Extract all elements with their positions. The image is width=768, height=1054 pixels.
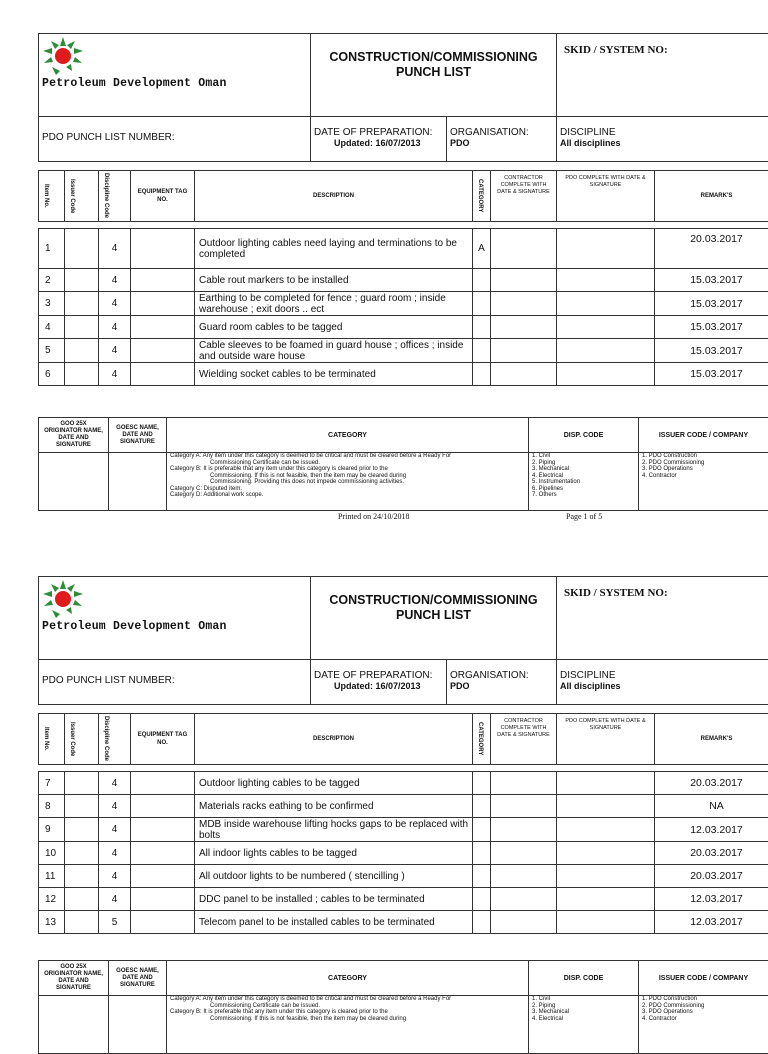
- col-pdo-complete: PDO COMPLETE WITH DATE & SIGNATURE: [560, 718, 651, 732]
- cell-description: Guard room cables to be tagged: [195, 316, 473, 339]
- cell-pdo-complete: [557, 339, 655, 363]
- pdo-logo-icon: [42, 580, 84, 620]
- title-cell: [311, 577, 557, 660]
- cat-b-line-3: Commissioning. Providing this does not impede commissioning activities.: [170, 479, 525, 486]
- issuer-code-item: 2. PDO Commissioning: [642, 460, 765, 467]
- footer-issuer-head: ISSUER CODE / COMPANY: [639, 961, 768, 996]
- cell-remarks: 12.03.2017: [655, 888, 768, 911]
- footer-issuer-head: ISSUER CODE / COMPANY: [639, 418, 768, 453]
- footer-originator: GOO 25X ORIGINATOR NAME, DATE AND SIGNATURE: [42, 421, 105, 449]
- cell-issuer-code: [65, 795, 99, 818]
- cell-pdo-complete: [557, 865, 655, 888]
- col-item-no: Item No.: [42, 184, 49, 208]
- col-issuer-code: Issuer Code: [68, 179, 75, 213]
- cell-contractor-complete: [491, 772, 557, 795]
- organisation-value: PDO: [450, 681, 553, 691]
- cell-discipline-code: 4: [99, 292, 131, 316]
- company-name: Petroleum Development Oman: [42, 77, 227, 90]
- cell-pdo-complete: [557, 795, 655, 818]
- footer-category-head: CATEGORY: [167, 418, 529, 453]
- column-header-table: [38, 170, 768, 222]
- cell-category: [473, 888, 491, 911]
- cell-item-no: 8: [39, 795, 65, 818]
- cell-description: Cable sleeves to be foamed in guard house ; offices ; inside and outside ware house: [195, 339, 473, 363]
- cell-discipline-code: 4: [99, 818, 131, 842]
- cell-item-no: 3: [39, 292, 65, 316]
- punch-list-number-cell: [39, 117, 311, 162]
- disp-code-item: 4. Electrical: [532, 473, 635, 480]
- disp-code-item: 1. Civil: [532, 453, 635, 460]
- pdo-logo-icon: [42, 37, 84, 77]
- cell-issuer-code: [65, 316, 99, 339]
- cell-issuer-code: [65, 911, 99, 934]
- col-item-no: Item No.: [42, 727, 49, 751]
- cell-pdo-complete: [557, 818, 655, 842]
- cell-description: Materials racks eathing to be confirmed: [195, 795, 473, 818]
- cell-pdo-complete: [557, 911, 655, 934]
- cell-item-no: 7: [39, 772, 65, 795]
- cell-pdo-complete: [557, 316, 655, 339]
- cell-equipment-tag: [131, 772, 195, 795]
- column-header-table-2: [38, 713, 768, 765]
- title-line-2: PUNCH LIST: [314, 608, 553, 623]
- cell-remarks: 20.03.2017: [655, 842, 768, 865]
- table-row: [39, 842, 768, 865]
- cat-b-line-2: Commissioning. If this is not feasible, then the item may be cleared during: [170, 1016, 525, 1023]
- discipline-label: DISCIPLINE: [560, 670, 768, 681]
- cell-remarks: 15.03.2017: [655, 292, 768, 316]
- cell-pdo-complete: [557, 363, 655, 386]
- cell-contractor-complete: [491, 865, 557, 888]
- col-category: CATEGORY: [476, 179, 483, 212]
- cell-pdo-complete: [557, 772, 655, 795]
- cell-item-no: 2: [39, 269, 65, 292]
- cell-contractor-complete: [491, 316, 557, 339]
- cell-contractor-complete: [491, 229, 557, 269]
- col-discipline-code: Discipline Code: [102, 716, 109, 761]
- footer-disp-head: DISP. CODE: [529, 961, 639, 996]
- cell-discipline-code: 4: [99, 888, 131, 911]
- page-2: [0, 543, 768, 1024]
- cell-issuer-code: [65, 339, 99, 363]
- cell-item-no: 4: [39, 316, 65, 339]
- table-row: [39, 865, 768, 888]
- cell-equipment-tag: [131, 842, 195, 865]
- cell-discipline-code: 4: [99, 269, 131, 292]
- cell-issuer-code: [65, 363, 99, 386]
- issuer-code-item: 3. PDO Operations: [642, 1009, 765, 1016]
- cell-item-no: 10: [39, 842, 65, 865]
- col-remarks: REMARK'S: [658, 192, 768, 200]
- cell-item-no: 12: [39, 888, 65, 911]
- cell-equipment-tag: [131, 911, 195, 934]
- cell-contractor-complete: [491, 888, 557, 911]
- cell-discipline-code: 4: [99, 363, 131, 386]
- disp-code-item: 1. Civil: [532, 996, 635, 1003]
- cell-pdo-complete: [557, 269, 655, 292]
- footer-category-head: CATEGORY: [167, 961, 529, 996]
- punch-list-number-label: PDO PUNCH LIST NUMBER:: [42, 132, 175, 143]
- cell-issuer-code: [65, 292, 99, 316]
- issuer-code-item: 2. PDO Commissioning: [642, 1003, 765, 1010]
- cell-discipline-code: 5: [99, 911, 131, 934]
- cell-item-no: 13: [39, 911, 65, 934]
- footer-issuer-codes: [639, 996, 768, 1054]
- cell-category: [473, 316, 491, 339]
- cell-issuer-code: [65, 229, 99, 269]
- cat-a-line-1: Category A: Any item under this category is deemed to be critical and must be cleared before a Ready For: [170, 453, 525, 460]
- col-discipline-code: Discipline Code: [102, 173, 109, 218]
- cell-pdo-complete: [557, 888, 655, 911]
- cell-description: All indoor lights cables to be tagged: [195, 842, 473, 865]
- table-row: [39, 772, 768, 795]
- col-issuer-code: Issuer Code: [68, 722, 75, 756]
- cell-item-no: 5: [39, 339, 65, 363]
- cell-issuer-code: [65, 865, 99, 888]
- cell-item-no: 11: [39, 865, 65, 888]
- cell-issuer-code: [65, 888, 99, 911]
- col-contractor-complete: CONTRACTOR COMPLETE WITH DATE & SIGNATURE: [494, 175, 553, 196]
- cell-description: DDC panel to be installed ; cables to be terminated: [195, 888, 473, 911]
- header-info-table: [38, 116, 768, 162]
- issuer-code-item: 4. Contractor: [642, 473, 765, 480]
- col-remarks: REMARK'S: [658, 735, 768, 743]
- discipline-cell: [557, 117, 768, 162]
- issuer-code-item: 4. Contractor: [642, 1016, 765, 1023]
- organisation-cell: [447, 660, 557, 705]
- footer-disp-codes: [529, 996, 639, 1054]
- footer-goesc: GOESC NAME, DATE AND SIGNATURE: [112, 968, 163, 989]
- cell-category: [473, 818, 491, 842]
- cell-equipment-tag: [131, 316, 195, 339]
- table-row: [39, 316, 768, 339]
- cell-description: All outdoor lights to be numbered ( stencilling ): [195, 865, 473, 888]
- cat-b-line-1: Category B: It is preferable that any item under this category is cleared prior to the: [170, 1009, 525, 1016]
- cell-category: [473, 842, 491, 865]
- col-equipment-tag: EQUIPMENT TAG NO.: [134, 188, 191, 204]
- discipline-value: All disciplines: [560, 138, 768, 148]
- company-name: Petroleum Development Oman: [42, 620, 227, 633]
- cell-discipline-code: 4: [99, 339, 131, 363]
- printed-on: Printed on 24/10/2018: [338, 512, 410, 521]
- cat-b-line-2: Commissioning. If this is not feasible, then the item may be cleared during: [170, 473, 525, 480]
- footer-category-text: [167, 996, 529, 1054]
- cat-a-line-2: Commissioning Certificate can be issued.: [170, 460, 525, 467]
- cell-category: [473, 865, 491, 888]
- cell-discipline-code: 4: [99, 229, 131, 269]
- disp-code-item: 7. Others: [532, 492, 635, 499]
- col-contractor-complete: CONTRACTOR COMPLETE WITH DATE & SIGNATURE: [494, 718, 553, 739]
- header-table-2: [38, 576, 768, 660]
- title-line-1: CONSTRUCTION/COMMISSIONING: [314, 593, 553, 608]
- cell-equipment-tag: [131, 229, 195, 269]
- table-row: [39, 795, 768, 818]
- cell-contractor-complete: [491, 292, 557, 316]
- cell-category: A: [473, 229, 491, 269]
- logo-cell: [39, 577, 311, 660]
- cell-pdo-complete: [557, 229, 655, 269]
- cell-remarks: 20.03.2017: [655, 229, 768, 269]
- date-value: Updated: 16/07/2013: [314, 138, 443, 148]
- table-row: [39, 818, 768, 842]
- cell-remarks: 20.03.2017: [655, 865, 768, 888]
- cell-category: [473, 292, 491, 316]
- cell-equipment-tag: [131, 339, 195, 363]
- organisation-value: PDO: [450, 138, 553, 148]
- header-table: [38, 33, 768, 117]
- title-cell: [311, 34, 557, 117]
- cell-remarks: 15.03.2017: [655, 363, 768, 386]
- cell-item-no: 1: [39, 229, 65, 269]
- cell-contractor-complete: [491, 339, 557, 363]
- cell-remarks: 12.03.2017: [655, 818, 768, 842]
- table-row: [39, 911, 768, 934]
- organisation-label: ORGANISATION:: [450, 127, 553, 138]
- table-row: [39, 339, 768, 363]
- cell-equipment-tag: [131, 269, 195, 292]
- cell-remarks: 12.03.2017: [655, 911, 768, 934]
- footer-disp-codes: [529, 453, 639, 511]
- skid-cell: [557, 34, 768, 117]
- disp-code-item: 5. Instrumentation: [532, 479, 635, 486]
- issuer-code-item: 1. PDO Construction: [642, 453, 765, 460]
- issuer-code-item: 1. PDO Construction: [642, 996, 765, 1003]
- footer-table-page-2: [38, 960, 768, 1054]
- issuer-code-item: 3. PDO Operations: [642, 466, 765, 473]
- skid-label: SKID / SYSTEM NO:: [560, 34, 768, 56]
- cat-d-line: Category D: Additional work scope.: [170, 492, 525, 499]
- cell-equipment-tag: [131, 888, 195, 911]
- cell-discipline-code: 4: [99, 316, 131, 339]
- footer-category-text: [167, 453, 529, 511]
- cell-category: [473, 339, 491, 363]
- cat-a-line-2: Commissioning Certificate can be issued.: [170, 1003, 525, 1010]
- cell-contractor-complete: [491, 818, 557, 842]
- cell-equipment-tag: [131, 818, 195, 842]
- cell-issuer-code: [65, 772, 99, 795]
- table-row: [39, 363, 768, 386]
- date-label: DATE OF PREPARATION:: [314, 670, 443, 681]
- cell-description: MDB inside warehouse lifting hocks gaps to be replaced with bolts: [195, 818, 473, 842]
- cell-issuer-code: [65, 842, 99, 865]
- cell-contractor-complete: [491, 795, 557, 818]
- cell-equipment-tag: [131, 865, 195, 888]
- cat-a-line-1: Category A: Any item under this category is deemed to be critical and must be cleared before a Ready For: [170, 996, 525, 1003]
- cell-remarks: 20.03.2017: [655, 772, 768, 795]
- cell-description: Cable rout markers to be installed: [195, 269, 473, 292]
- cell-issuer-code: [65, 269, 99, 292]
- cell-remarks: 15.03.2017: [655, 316, 768, 339]
- cell-item-no: 9: [39, 818, 65, 842]
- cell-description: Telecom panel to be installed cables to be terminated: [195, 911, 473, 934]
- footer-goesc: GOESC NAME, DATE AND SIGNATURE: [112, 425, 163, 446]
- cell-equipment-tag: [131, 292, 195, 316]
- cell-contractor-complete: [491, 269, 557, 292]
- cell-contractor-complete: [491, 363, 557, 386]
- cell-contractor-complete: [491, 842, 557, 865]
- disp-code-item: 3. Mechanical: [532, 466, 635, 473]
- table-row: [39, 229, 768, 269]
- footer-originator: GOO 25X ORIGINATOR NAME, DATE AND SIGNATURE: [42, 964, 105, 992]
- cell-item-no: 6: [39, 363, 65, 386]
- title-line-2: PUNCH LIST: [314, 65, 553, 80]
- discipline-value: All disciplines: [560, 681, 768, 691]
- footer-disp-head: DISP. CODE: [529, 418, 639, 453]
- col-description: DESCRIPTION: [198, 192, 469, 200]
- punch-list-rows-page-2: [38, 771, 768, 934]
- discipline-label: DISCIPLINE: [560, 127, 768, 138]
- cell-category: [473, 911, 491, 934]
- punch-list-number-label: PDO PUNCH LIST NUMBER:: [42, 675, 175, 686]
- cell-description: Outdoor lighting cables to be tagged: [195, 772, 473, 795]
- punch-list-rows-page-1: [38, 228, 768, 386]
- discipline-cell: [557, 660, 768, 705]
- cell-contractor-complete: [491, 911, 557, 934]
- cell-description: Outdoor lighting cables need laying and terminations to be completed: [195, 229, 473, 269]
- cat-b-line-1: Category B: It is preferable that any item under this category is cleared prior to the: [170, 466, 525, 473]
- disp-code-item: 2. Piping: [532, 460, 635, 467]
- cell-category: [473, 772, 491, 795]
- disp-code-item: 2. Piping: [532, 1003, 635, 1010]
- footer-table-page-1: [38, 417, 768, 511]
- col-equipment-tag: EQUIPMENT TAG NO.: [134, 731, 191, 747]
- cell-category: [473, 269, 491, 292]
- cell-discipline-code: 4: [99, 865, 131, 888]
- cell-remarks: NA: [655, 795, 768, 818]
- col-description: DESCRIPTION: [198, 735, 469, 743]
- date-cell: [311, 117, 447, 162]
- cell-remarks: 15.03.2017: [655, 339, 768, 363]
- cell-pdo-complete: [557, 842, 655, 865]
- organisation-cell: [447, 117, 557, 162]
- title-line-1: CONSTRUCTION/COMMISSIONING: [314, 50, 553, 65]
- date-label: DATE OF PREPARATION:: [314, 127, 443, 138]
- date-value: Updated: 16/07/2013: [314, 681, 443, 691]
- cell-discipline-code: 4: [99, 795, 131, 818]
- disp-code-item: 3. Mechanical: [532, 1009, 635, 1016]
- table-row: [39, 888, 768, 911]
- logo-cell: [39, 34, 311, 117]
- col-category: CATEGORY: [476, 722, 483, 755]
- cell-description: Wielding socket cables to be terminated: [195, 363, 473, 386]
- cat-c-line: Category C: Disputed item.: [170, 486, 525, 493]
- footer-issuer-codes: [639, 453, 768, 511]
- cell-category: [473, 363, 491, 386]
- disp-code-item: 6. Pipelines: [532, 486, 635, 493]
- cell-category: [473, 795, 491, 818]
- cell-pdo-complete: [557, 292, 655, 316]
- page-number: Page 1 of 5: [566, 512, 602, 521]
- cell-discipline-code: 4: [99, 772, 131, 795]
- cell-remarks: 15.03.2017: [655, 269, 768, 292]
- skid-label: SKID / SYSTEM NO:: [560, 577, 768, 599]
- cell-issuer-code: [65, 818, 99, 842]
- header-info-table-2: [38, 659, 768, 705]
- skid-cell: [557, 577, 768, 660]
- date-cell: [311, 660, 447, 705]
- disp-code-item: 4. Electrical: [532, 1016, 635, 1023]
- organisation-label: ORGANISATION:: [450, 670, 553, 681]
- cell-description: Earthing to be completed for fence ; guard room ; inside warehouse ; exit doors .. ect: [195, 292, 473, 316]
- cell-discipline-code: 4: [99, 842, 131, 865]
- table-row: [39, 269, 768, 292]
- punch-list-number-cell: [39, 660, 311, 705]
- cell-equipment-tag: [131, 795, 195, 818]
- table-row: [39, 292, 768, 316]
- col-pdo-complete: PDO COMPLETE WITH DATE & SIGNATURE: [560, 175, 651, 189]
- cell-equipment-tag: [131, 363, 195, 386]
